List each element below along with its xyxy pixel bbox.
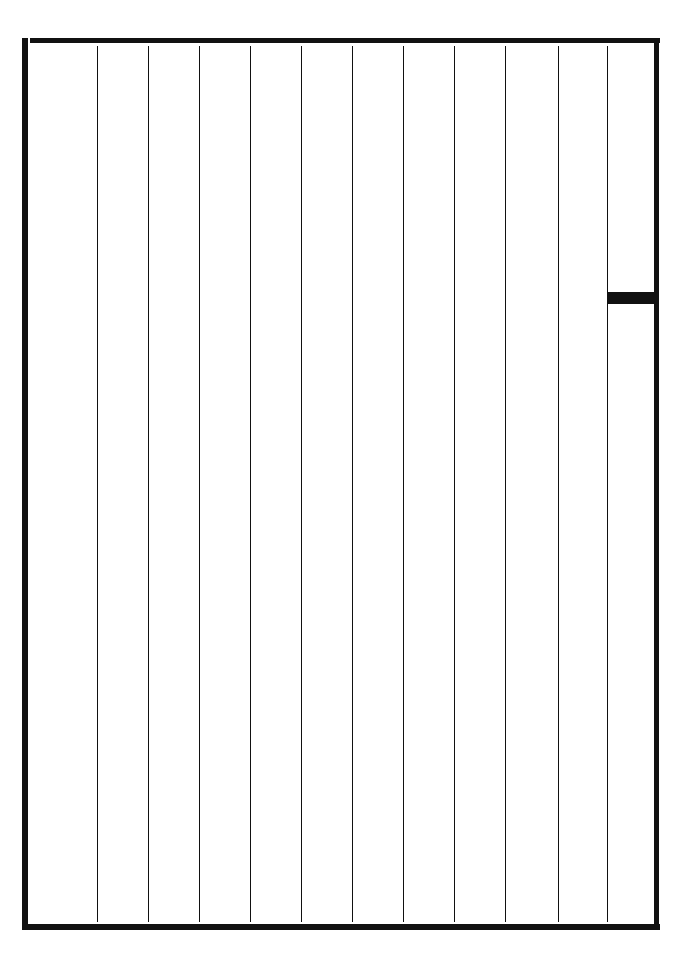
text-column-8a [207,56,247,236]
text-column-9a [156,56,196,166]
text-column-10 [105,266,145,916]
text-column-7b [258,370,298,916]
column-rule [558,46,559,922]
text-column-5 [360,56,400,916]
page-frame-right [654,38,659,930]
text-column-11b [60,690,100,916]
text-column-4 [411,56,451,916]
column-rule [250,46,251,922]
text-column-6 [309,56,349,916]
text-column-2 [514,56,554,916]
heading-fan-jian-big [150,170,200,280]
text-column-11a [60,150,100,590]
text-column-9b [156,268,196,916]
text-column-8b [207,350,247,910]
page-frame-bottom [22,924,660,930]
text-column-7a [258,56,298,266]
column-rule [454,46,455,922]
column-rule [301,46,302,922]
column-rule [148,46,149,922]
page-frame-left [22,38,28,930]
column-rule [403,46,404,922]
text-column-3 [462,56,502,916]
heading-shu-jian-big [252,262,302,372]
column-rule [352,46,353,922]
page-frame-top [30,38,660,43]
column-rule [505,46,506,922]
heading-note [600,720,626,920]
fishtail-mark [607,292,654,304]
text-column-12 [34,60,64,910]
